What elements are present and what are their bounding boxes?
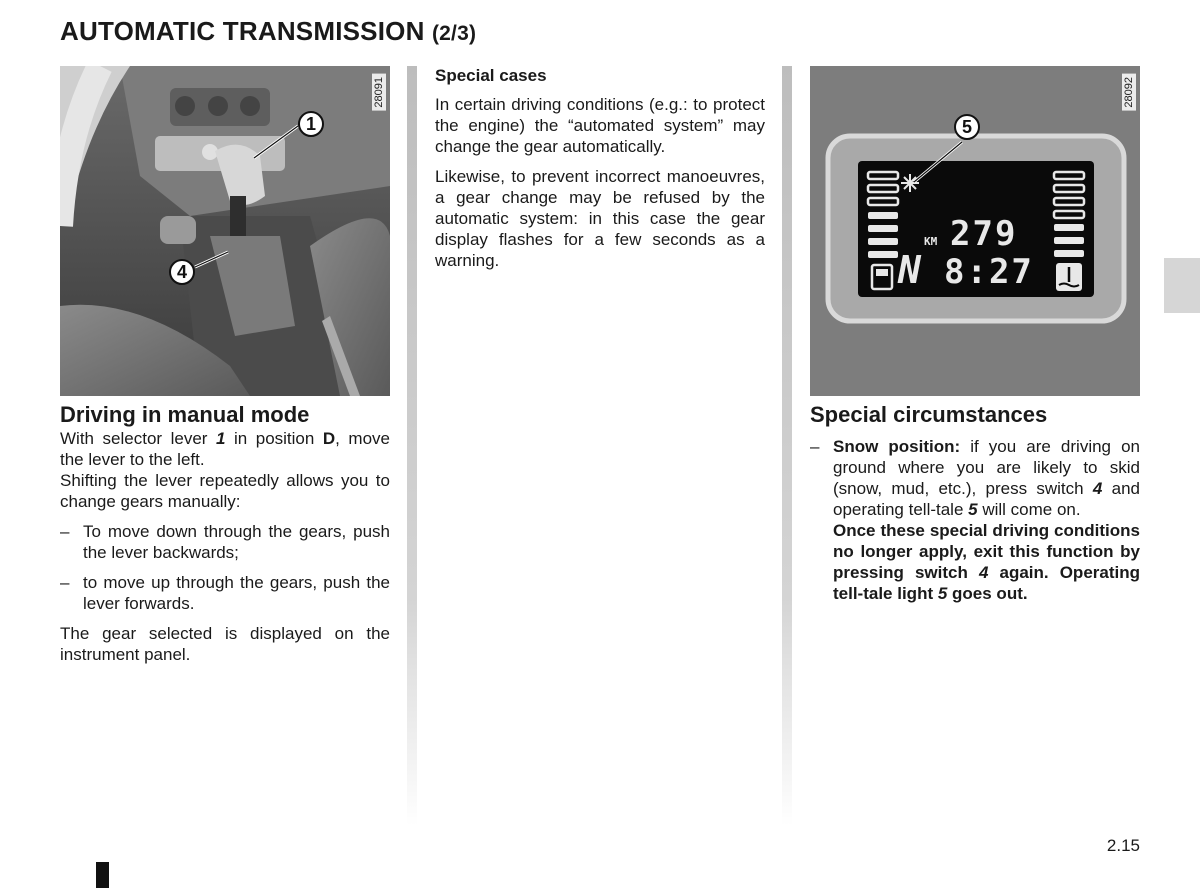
page-title-text: AUTOMATIC TRANSMISSION	[60, 16, 425, 46]
right-column	[810, 66, 1140, 604]
exit-text: Once these special driving conditions no longer apply, exit this function by pressing switch	[833, 521, 1140, 582]
list-item-text: To move down through the gears, push the lever backwards;	[83, 522, 390, 562]
middle-column	[435, 66, 765, 271]
intro-text-part: With selector lever	[60, 429, 216, 448]
chapter-thumb-tab	[1164, 258, 1200, 313]
section-title-manual-mode: Driving in manual mode	[60, 402, 310, 427]
figure-reference-code: 28092	[1122, 74, 1136, 111]
ref-number: 4	[978, 563, 989, 582]
figure-reference-code: 28091	[372, 74, 386, 111]
snow-text: if you are driving on ground where you are likely to skid (snow, mud, etc.), press switch	[833, 437, 1140, 498]
section-title-special-circumstances: Special circumstances	[810, 402, 1048, 427]
special-cases-paragraph-2: Likewise, to prevent incorrect manoeuvres, a gear change may be refused by the automatic system: in this case the gear display flashes for a few seconds as a warning.	[435, 167, 765, 270]
subsection-title-special-cases: Special cases	[435, 66, 547, 85]
ref-number: 5	[937, 584, 948, 603]
odometer-value: 279	[950, 214, 1018, 254]
ref-number: 4	[1092, 479, 1103, 498]
gear-lever-photo	[60, 66, 390, 396]
shift-description: Shifting the lever repeatedly allows you to change gears manually:	[60, 471, 390, 511]
coolant-temperature-icon	[1056, 263, 1082, 291]
list-item-text: to move up through the gears, push the lever forwards.	[83, 573, 390, 613]
callout-switch: 4	[169, 259, 195, 285]
exit-instruction	[833, 520, 1140, 604]
gear-lever-illustration	[60, 66, 390, 396]
page-number: 2.15	[1106, 836, 1140, 855]
column-divider-left	[407, 66, 417, 826]
odometer-unit-label: KM	[924, 235, 938, 248]
ref-number: 5	[968, 500, 978, 519]
instrument-display-photo	[810, 66, 1140, 396]
gear-display-note: The gear selected is displayed on the instrument panel.	[60, 624, 390, 664]
snow-text: and operating tell-tale	[833, 479, 1140, 519]
exit-text: goes out.	[947, 584, 1028, 603]
special-cases-paragraph-1: In certain driving conditions (e.g.: to protect the engine) the “automated system” may change the gear automatically.	[435, 95, 765, 156]
crop-mark	[96, 862, 109, 888]
dash-bullet: –	[810, 437, 820, 456]
intro-text-part: in position	[225, 429, 323, 448]
page-part-indicator: (2/3)	[431, 22, 477, 45]
dash-bullet: –	[60, 573, 70, 592]
exit-text: again. Operating tell-tale light	[833, 563, 1140, 603]
gear-indicator: N	[898, 248, 921, 292]
list-item	[810, 436, 1140, 604]
left-column	[60, 66, 390, 665]
callout-tell-tale: 5	[954, 114, 980, 140]
gear-position-label: D	[322, 429, 336, 448]
list-item	[60, 572, 390, 614]
column-divider-right	[782, 66, 792, 826]
snow-position-label: Snow position:	[833, 437, 961, 456]
clock-display: 8:27	[944, 252, 1034, 292]
callout-selector-lever: 1	[298, 111, 324, 137]
ref-number: 1	[215, 429, 226, 448]
page-title	[60, 16, 476, 47]
snow-text: will come on.	[977, 500, 1081, 519]
intro-text-part: , move the lever to the left.	[60, 429, 390, 469]
dash-bullet: –	[60, 522, 70, 541]
list-item	[60, 521, 390, 563]
manual-mode-intro	[60, 428, 390, 470]
